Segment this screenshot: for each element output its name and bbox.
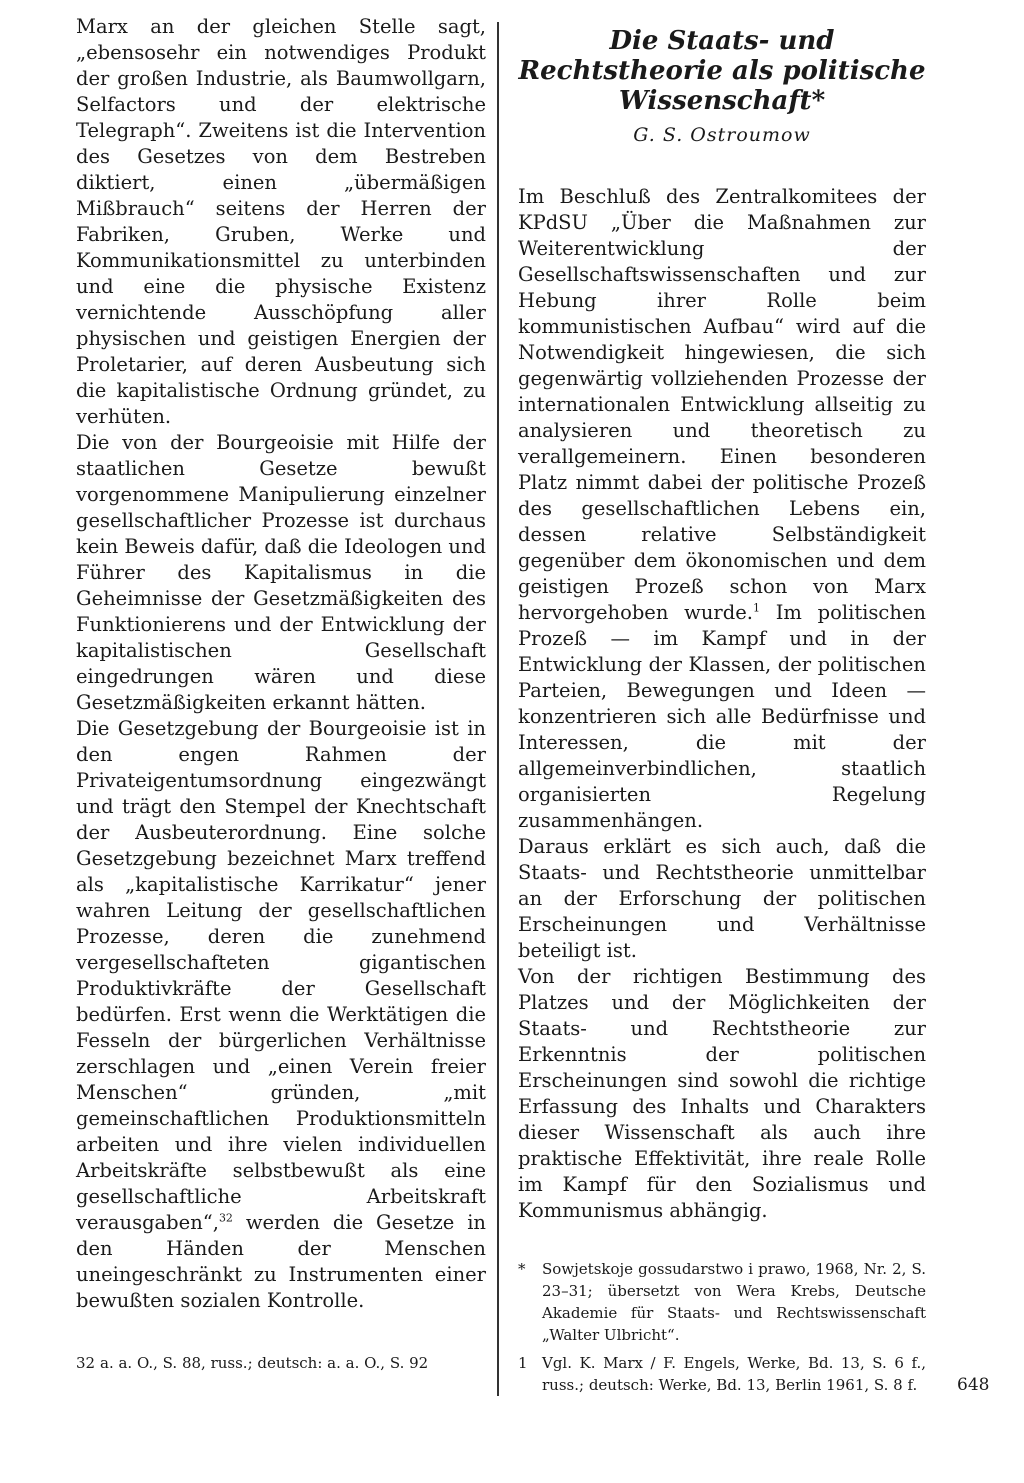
footnote-text: a. a. O., S. 88, russ.; deutsch: a. a. O., S. 92 xyxy=(100,1354,429,1372)
right-paragraph-2: Daraus erklärt es sich auch, daß die Staats- und Rechtstheorie unmittelbar an der Erforschung der politischen Erscheinungen und Verhältnisse beteiligt ist. xyxy=(518,835,926,962)
left-paragraph-3-text-b: werden die Gesetze in den Händen der Menschen uneingeschränkt zu Instrumenten einer bewußten sozialen Kontrolle. xyxy=(76,1211,486,1312)
right-paragraph-3: Von der richtigen Bestimmung des Platzes und der Möglichkeiten der Staats- und Rechtstheorie zur Erkenntnis der politischen Erscheinungen sind sowohl die richtige Erfassung des Inhalts und Charakters dieser Wissenschaft als auch ihre praktische Effektivität, ihre reale Rolle im Kampf für den Sozialismus und Kommunismus abhängig. xyxy=(518,965,926,1222)
right-paragraph-1 xyxy=(518,184,926,834)
footnote-32 xyxy=(76,1352,486,1374)
footnote-ref-1: 1 xyxy=(752,601,760,615)
right-paragraph-1-text-a: Im Beschluß des Zentralkomitees der KPdSU „Über die Maßnahmen zur Weiterentwicklung der Gesellschaftswissenschaften und zur Hebung ihrer Rolle beim kommunistischen Aufbau“ wird auf die Notwendigkeit hingewiesen, die sich gegenwärtig vollziehenden Prozesse der internationalen Entwicklung allseitig zu analysieren und theoretisch zu verallgemeinern. Einen besonderen Platz nimmt dabei der politische Prozeß des gesellschaftlichen Lebens ein, dessen relative Selbständigkeit gegenüber dem ökonomischen und dem geistigen Prozeß schon von Marx hervorgehoben wurde. xyxy=(518,185,926,624)
footnote-text: Vgl. K. Marx / F. Engels, Werke, Bd. 13, S. 6 f., russ.; deutsch: Werke, Bd. 13, Berlin 1961, S. 8 f. xyxy=(542,1354,926,1394)
footnote-text: Sowjetskoje gossudarstwo i prawo, 1968, Nr. 2, S. 23–31; übersetzt von Wera Krebs, Deutsche Akademie für Staats- und Rechtswissenschaft „Walter Ulbricht“. xyxy=(542,1260,926,1344)
footnote-star xyxy=(518,1258,926,1346)
right-paragraph-1-text-b: Im politischen Prozeß — im Kampf und in der Entwicklung der Klassen, der politischen Parteien, Bewegungen und Ideen — konzentrieren sich alle Bedürfnisse und Interessen, die mit der allgemeinverbindlichen, staatlich organisierten Regelung zusammenhängen. xyxy=(518,601,926,832)
footnote-mark: 32 xyxy=(76,1354,96,1372)
right-footnotes xyxy=(518,1258,926,1396)
left-paragraph-3 xyxy=(76,716,486,1314)
footnote-ref-32: 32 xyxy=(218,1211,233,1225)
left-footnotes xyxy=(76,1352,486,1380)
right-column xyxy=(518,14,926,1402)
left-paragraph-2: Die von der Bourgeoisie mit Hilfe der staatlichen Gesetze bewußt vorgenommene Manipulierung einzelner gesellschaftlicher Prozesse ist durchaus kein Beweis dafür, daß die Ideologen und Führer des Kapitalismus in die Geheimnisse der Gesetzmäßigkeiten des Funktionierens und der Entwicklung der kapitalistischen Gesellschaft eingedrungen wären und diese Gesetzmäßigkeiten erkannt hätten. xyxy=(76,431,486,714)
column-divider xyxy=(497,22,499,1396)
left-paragraph-3-text-a: Die Gesetzgebung der Bourgeoisie ist in den engen Rahmen der Privateigentumsordnung eingezwängt und trägt den Stempel der Knechtschaft der Ausbeuterordnung. Eine solche Gesetzgebung bezeichnet Marx treffend als „kapitalistische Karrikatur“ jener wahren Leitung der gesellschaftlichen Prozesse, deren die zunehmend vergesellschafteten gigantischen Produktivkräfte der Gesellschaft bedürfen. Erst wenn die Werktätigen die Fesseln der bürgerlichen Verhältnisse zerschlagen und „einen Verein freier Menschen“ gründen, „mit gemeinschaftlichen Produktionsmitteln arbeiten und ihre vielen individuellen Arbeitskräfte selbstbewußt als eine gesellschaftliche Arbeitskraft verausgaben“, xyxy=(76,717,486,1234)
article-title: Die Staats- und Rechtstheorie als politische Wissenschaft* xyxy=(518,26,926,116)
left-column xyxy=(76,14,486,1314)
footnote-mark: * xyxy=(518,1260,526,1278)
article-author: G. S. Ostroumow xyxy=(633,124,811,146)
left-paragraph-1: Marx an der gleichen Stelle sagt, „ebensosehr ein notwendiges Produkt der großen Industrie, als Baumwollgarn, Selfactors und der elektrische Telegraph“. Zweitens ist die Intervention des Gesetzes von dem Bestreben diktiert, einen „übermäßigen Mißbrauch“ seitens der Herren der Fabriken, Gruben, Werke und Kommunikationsmittel zu unterbinden und eine die physische Existenz vernichtende Ausschöpfung aller physischen und geistigen Energien der Proletarier, auf deren Ausbeutung sich die kapitalistische Ordnung gründet, zu verhüten. xyxy=(76,15,486,428)
footnote-1 xyxy=(518,1352,926,1396)
page-number: 648 xyxy=(957,1375,990,1395)
footnote-mark: 1 xyxy=(518,1354,528,1372)
